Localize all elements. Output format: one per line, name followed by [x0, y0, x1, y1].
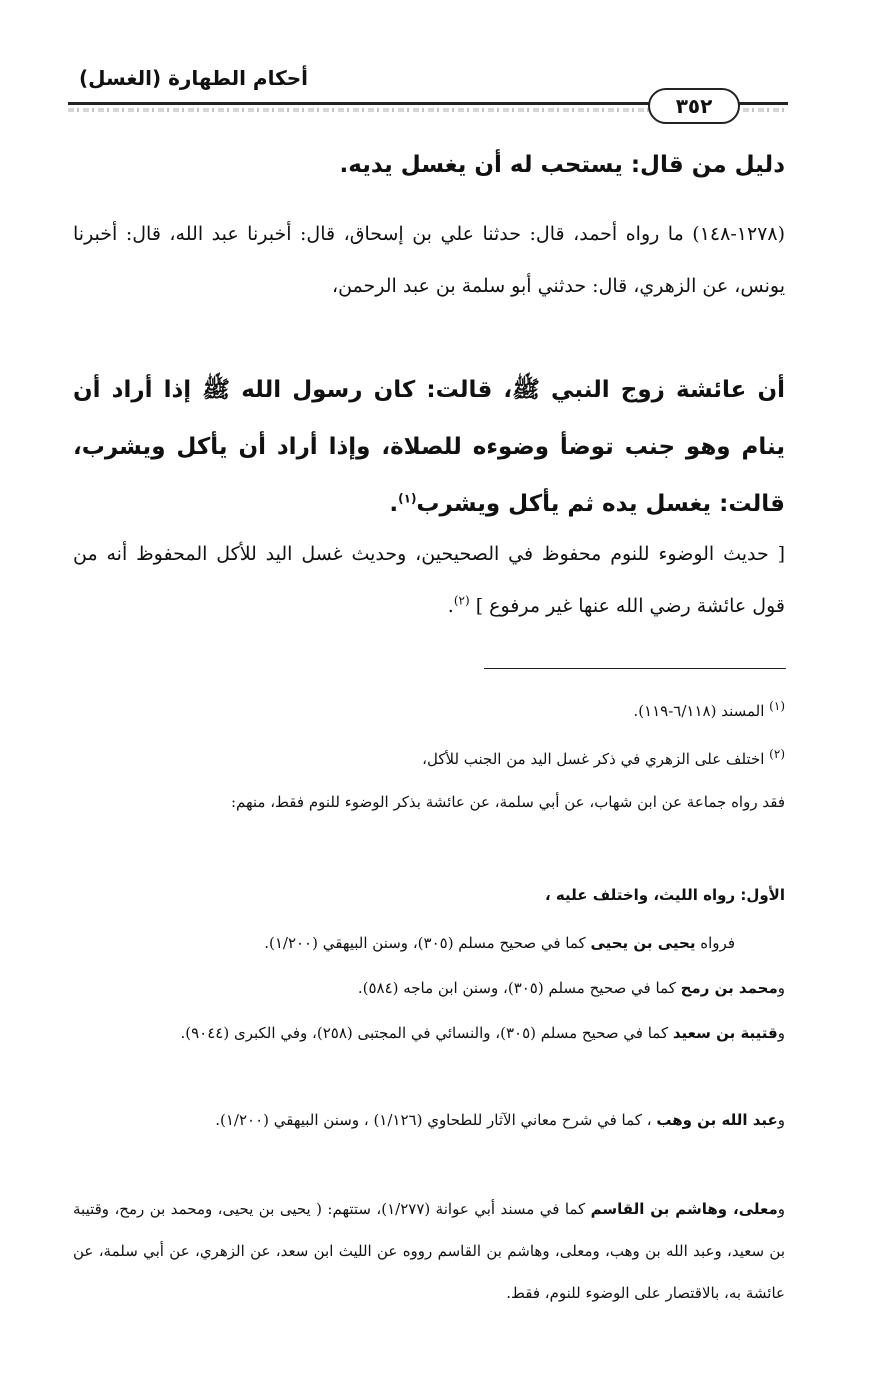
footnote-2	[73, 738, 785, 780]
narrator-line	[73, 967, 785, 1009]
footnote-2-continuation: فقد رواه جماعة عن ابن شهاب، عن أبي سلمة، عن عائشة بذكر الوضوء للنوم فقط، منهم:	[230, 793, 785, 811]
footnote-first-heading: الأول: رواه الليث، واختلف عليه ،	[545, 886, 785, 904]
narrator-line	[73, 1188, 785, 1314]
narrator-source: كما في صحيح مسلم (٣٠٥)، والنسائي في المجتبى (٢٥٨)، وفي الكبرى (٩٠٤٤).	[180, 1024, 673, 1042]
hadith-grading: [ حديث الوضوء للنوم محفوظ في الصحيحين، وحديث غسل اليد للأكل المحفوظ أنه من قول عائشة رضي الله عنها غير مرفوع ] $^{(٢)}$.	[73, 543, 785, 617]
narrator-line	[73, 1099, 785, 1141]
footnote-2-text: اختلف على الزهري في ذكر غسل اليد من الجنب للأكل،	[422, 750, 765, 768]
footnote-1	[73, 690, 785, 732]
narrator-prefix: و	[777, 1024, 785, 1042]
narrator-name: عبد الله بن وهب	[656, 1111, 778, 1129]
narrator-line	[73, 922, 735, 964]
narrator-source: كما في صحيح مسلم (٣٠٥)، وسنن البيهقي (١/٢٠٠).	[264, 934, 591, 952]
footnote-1-text: المسند (٦/١١٨-١١٩).	[633, 702, 765, 720]
narrator-prefix: و	[777, 1111, 785, 1129]
footnote-1-marker: (١)	[769, 699, 785, 713]
narrator-source: ، كما في شرح معاني الآثار للطحاوي (١/١٢٦) ، وسنن البيهقي (١/٢٠٠).	[215, 1111, 657, 1129]
narrator-name: معلى، وهاشم بن القاسم	[590, 1200, 778, 1218]
narrator-name: قتيبة بن سعيد	[672, 1024, 778, 1042]
section-heading: دليل من قال: يستحب له أن يغسل يديه.	[339, 152, 785, 178]
footnote-ref-2[interactable]: (٢)	[453, 593, 470, 608]
footnote-2-marker: (٢)	[769, 747, 785, 761]
page-number: ٣٥٢	[648, 88, 740, 124]
footnote-ref-1[interactable]: (١)	[398, 491, 417, 506]
narrator-name: محمد بن رمح	[680, 979, 778, 997]
narrator-prefix: و	[777, 1200, 786, 1218]
narrator-source: كما في صحيح مسلم (٣٠٥)، وسنن ابن ماجه (٥٨٤).	[357, 979, 681, 997]
running-title: أحكام الطهارة (الغسل)	[78, 66, 308, 90]
hadith-matn: أن عائشة زوج النبي ﷺ، قالت: كان رسول الله ﷺ إذا أراد أن ينام وهو جنب توضأ وضوءه للصلاة، وإذا أراد أن يأكل ويشرب، قالت: يغسل يده ثم يأكل ويشرب$^{(١)}$.	[73, 377, 785, 517]
narrator-source: كما في مسند أبي عوانة (١/٢٧٧)، ستتهم: ( يحيى بن يحيى، ومحمد بن رمح، وقتيبة بن سعيد، وعبد الله بن وهب، ومعلى، وهاشم بن القاسم رووه عن الليث ابن سعد، عن الزهري، عن أبي سلمة، عن عائشة به، بالاقتصار على الوضوء للنوم، فقط.	[73, 1200, 785, 1302]
narrator-prefix: و	[777, 979, 785, 997]
hadith-isnad: (١٢٧٨-١٤٨) ما رواه أحمد، قال: حدثنا علي بن إسحاق، قال: أخبرنا عبد الله، قال: أخبرنا يونس، عن الزهري، قال: حدثني أبو سلمة بن عبد الرحمن،	[73, 223, 785, 297]
footnote-separator	[484, 668, 786, 669]
narrator-prefix: فرواه	[695, 934, 735, 952]
hadith-matn-text: أن عائشة زوج النبي ﷺ، قالت: كان رسول الله ﷺ إذا أراد أن ينام وهو جنب توضأ وضوءه للصلاة، وإذا أراد أن يأكل ويشرب، قالت: يغسل يده ثم يأكل ويشرب	[73, 377, 785, 517]
narrator-line	[73, 1012, 785, 1054]
narrator-name: يحيى بن يحيى	[590, 934, 696, 952]
hadith-grading-text: [ حديث الوضوء للنوم محفوظ في الصحيحين، وحديث غسل اليد للأكل المحفوظ أنه من قول عائشة رضي الله عنها غير مرفوع ]	[73, 543, 785, 617]
